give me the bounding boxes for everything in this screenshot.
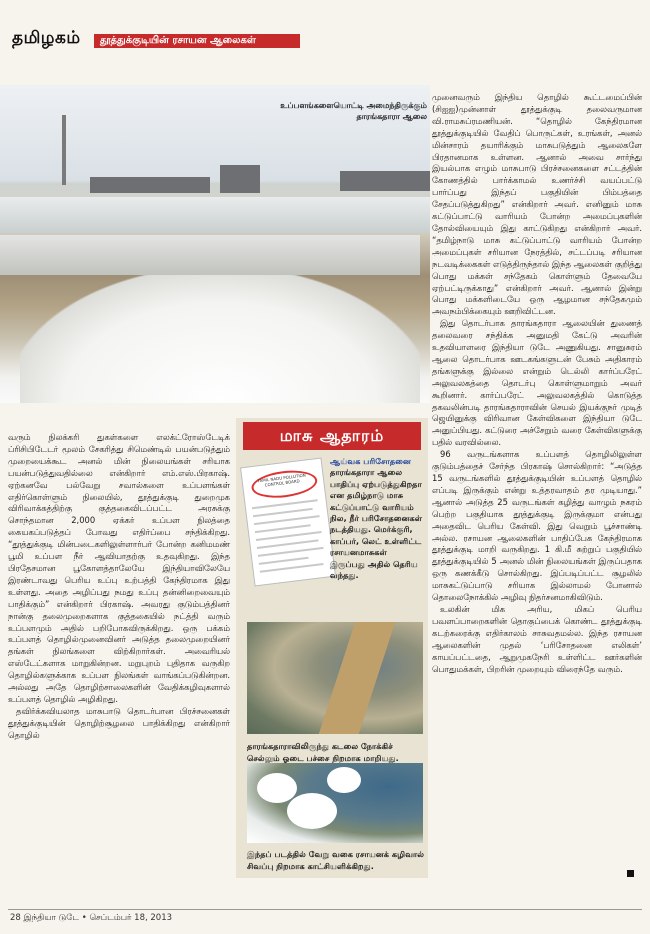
doc-heading: TAMIL NADU POLLUTION CONTROL BOARD	[257, 472, 306, 488]
article-column-left	[8, 432, 230, 742]
satellite-caption-2: இந்தப் படத்தில் வேறு வகை ரசாயனக் கழிவால் சிவப்பு நிறமாக காட்சியளிக்கிறது.	[247, 849, 425, 871]
footer-divider	[8, 909, 642, 910]
article-end-mark	[627, 870, 634, 877]
hero-caption: உப்பளங்களையொட்டி அமைந்திருக்கும் தாரங்கதாரா ஆலை	[280, 101, 427, 121]
sidebar-text	[330, 456, 424, 581]
hero-photo	[0, 85, 430, 403]
satellite-image-green-stream	[247, 622, 423, 734]
satellite-image-red-stream	[247, 763, 423, 843]
paragraph: தவிர்க்கவியலாத மாசுபாடு தொடர்பான பிரச்சனைகள் தூத்துக்குடியின் தொழிற்சூழலை பாதிக்கிறது என்கிறார் தொழில்	[8, 705, 230, 740]
section-label: தமிழகம்	[12, 28, 81, 48]
article-column-right	[432, 92, 642, 675]
paragraph: முனைவரும் இந்திய தொழில் கூட்டமைப்பின் (சிஐஐ)முன்னாள் தூத்துக்குடி தலைவருமான வி.ராமசுப்ரமணியன். “தொழில் கேந்திரமான தூத்துக்குடியில் வேதிப் பொருட்கள், உரங்கள், அனல் மின்சாரம் தயாரிக்கும் மாசுபடுத்தும் ஆலைகளே பிரதானமாக உள்ளன. ஆனால் அவை சார்ந்து இயல்பாக எழும் மாசுபாடு பிரச்சனைகளை சட்டத்தின் கோணத்தில் பார்க்காமல் உணர்ச்சி வயப்பட்டு பார்ப்பது இந்தப் பகுதியின் பிம்பத்தை சேதப்படுத்துகிறது” என்கிறார் அவர். எனினும் மாசு கட்டுப்பாட்டு வாரியம் போன்ற அமைப்புகளின் தோல்வியையும் இது காட்டுகிறது என்கிறார் அவர். “தமிழ்நாடு மாசு கட்டுப்பாட்டு வாரியம் போன்ற அமைப்புகள் சரியான நேரத்தில், சட்டப்படி சரியான நடவடிக்கைகள் எடுத்திருந்தால் இந்த ஆலைகள் குறித்து பொது மக்கள் சந்தேகம் கொள்ளும் தேவையே ஏற்பட்டிருக்காது” என்கிறார் அவர். ஆனால் இன்று பொது மக்களிடையே ஒரு ஆழமான சந்தேகமும் அவநம்பிக்கையும் ஊறிவிட்டன.	[432, 92, 642, 317]
paragraph: இது தொடர்பாக தாரங்கதாரா ஆலையின் துணைத் தலைவரை சந்திக்க அனுமதி கேட்டு அவரின் உதவியாளரை இந்தியா டுடே அணுகியது. சானுசுரம் ஆலை தொடர்பாக ஊடகங்களுடன் பேசும் அதிகாரம் தங்களுக்கு இல்லை என்றும் டெல்லி கார்ப்பரேட் அலுவலகத்தை தொடர்பு கொள்ளுமாறும் அவர் கூறினார். கார்ப்பரேட் அலுவலகத்தில் கொடுத்த தகவலின்படி தாரங்கதாராவின் செயல் இயக்குநர் முடித் ஜெயினுக்கு விரிவான கேள்விகளை இந்தியா டுடே அனுப்பியது. கட்டுரை அச்சேறும் வரை கேள்விகளுக்கு பதில் வரவில்லை.	[432, 318, 642, 448]
paragraph: வரும் நிலக்கரி துகள்களை எலக்ட்ரோஸ்டேடிக் ப்ரிசிபிடேடர் மூலம் சேகரித்து சிமெண்டில் பயன்படுத்தும் முறையைக்கூட அனல் மின் நிலையங்கள் சரியாக பயன்படுத்துவதில்லை என்கிறார் எம்.எஸ்.பிரகாஷ். ஏற்கனவே பல்வேறு சவால்களை உப்பளங்கள் எதிர்கொள்ளும் நிலையில், தூத்துக்குடி துறைமுக விரிவாக்கத்திற்கு குத்தகைவிடப்பட்ட அரசுக்கு சொந்தமான 2,000 ஏக்கர் உப்பள நிலத்தை கையகப்படுத்தப் போவது எதிர்ப்பை சந்திக்கிறது. “தூத்துக்குடி மின்படைகளிலுள்ளார்பர் போன்ற கனிமமண் பூமி உப்பள நீர் ஆவியாதற்கு உதவுகிறது. இந்த பிரதேசமான பூகோளத்தாலேயே இந்தியாவிலேயே இரண்டாவது பெரிய உப்பு உற்பத்தி கேந்திரமாக இது உள்ளது. அதை அழிப்பது நமது உப்பு தன்னிறைவையும் பாதிக்கும்” என்கிறார் பிரகாஷ். அவரது குடும்பத்தினர் நான்கு தலைமுறைகளாக குத்தகையில் நட்த்தி வரும் உப்பளமும் அதில் பறிபோகவிருக்கிறது. ஒரு பக்கம் உப்பளத் தொழில்முனைவினர் அடுத்த தலைமுறையினர் தங்கள் நிலங்களை விற்கிறார்கள். அவைரியல் எஸ்டேட்களாக மாறுகின்றன. மறுபுறம் புதிதாக வருகிற தொழில்களுக்காக உப்பள நிலங்கள் வாங்கப்படுகின்றன. அல்லது அதே தொழிற்சாலைகளின் வேதிக்கழிவுகளால் உப்பளத் தொழில் அழிகிறது.	[8, 432, 230, 704]
satellite-caption-1: தாரங்கதாராவிலிருந்து கடலை நோக்கிச் செல்லும் ஓடை பச்சை நிறமாக மாறியது.	[247, 741, 399, 763]
sidebar-body: தாரங்கதாரா ஆலை பாதிப்பு ஏற்படுத்துகிறதா என தமிழ்நாடு மாசு கட்டுப்பாட்டு வாரியம் நில, நீர் பரிசோதனைகள் நடத்தியது. மெர்க்குரி, காப்பர், லெட் உள்ளிட்ட ரசாயனமாசுகள் இருப்பது அதில் தெரிய வந்தது.	[330, 467, 423, 581]
sidebar-title: மாசு ஆதாரம்	[243, 422, 421, 450]
article-title: தூத்துக்குடியின் ரசாயன ஆலைகள்	[100, 35, 256, 46]
sidebar-lead: ஆய்வக பரிசோதனை	[330, 456, 411, 466]
report-document-image	[240, 457, 336, 586]
paragraph: உலகின் மிக அரிய, மிகப் பெரிய பவளப்பாறைகளின் தொகுப்பைக் கொண்ட தூத்துக்குடி கடற்கரைக்கு எதிர்காலம் சாசுவதமல்ல. இந்த ரசாயன ஆலைகளின் முதல் ‘பரிசோதனை எலிகள்’ காயப்பட்டதை, ஆறுமுகநேரி உள்ளிட்ட ஊர்களின் பொதுமக்கள், பிறரின் முறையும் விரைந்தே வரும்.	[432, 603, 642, 674]
paragraph: 96 வருடங்களாக உப்பளத் தொழிலிலுள்ள குடும்பத்தைச் சேர்ந்த பிரகாஷ் சொல்கிறார்: “அடுத்த 15 வருடங்களில் தூத்துக்குடியின் உப்பளத் தொழில் எப்படி இருக்கும் என்று உத்தரவாதம் தர முடியாது.” ஆனால் அடுத்த 25 வருடங்கள் கழித்து வாழும் நகரம் பெற்ற பகுதியாக தூத்துக்குடி இருக்குமா என்பது அதைவிட பெரிய கேள்வி. இது வெறும் பூச்சாண்டி அல்ல. ரசாயன ஆலைகளின் பாதிப்பேக கேந்திரமாக தூத்துக்குடி மாறி வருகிறது. 1 கி.மீ சுற்றுப் பகுதியில் தூத்துக்குடியில் 5 அனல் மின் நிலையங்கள் இருப்பதாக ஒரு கணக்கீடு சொல்கிறது. இப்படிப்பட்ட சூழலில் மாசுகட்டுப்பாடு சரியாக இல்லாமல் போனால் தொலைநோக்கில் அழிவு நிதர்சனமாகிவிடும்.	[432, 449, 642, 603]
page-footer: 28 இந்தியா டுடே • செப்டம்பர் 18, 2013	[10, 913, 173, 923]
